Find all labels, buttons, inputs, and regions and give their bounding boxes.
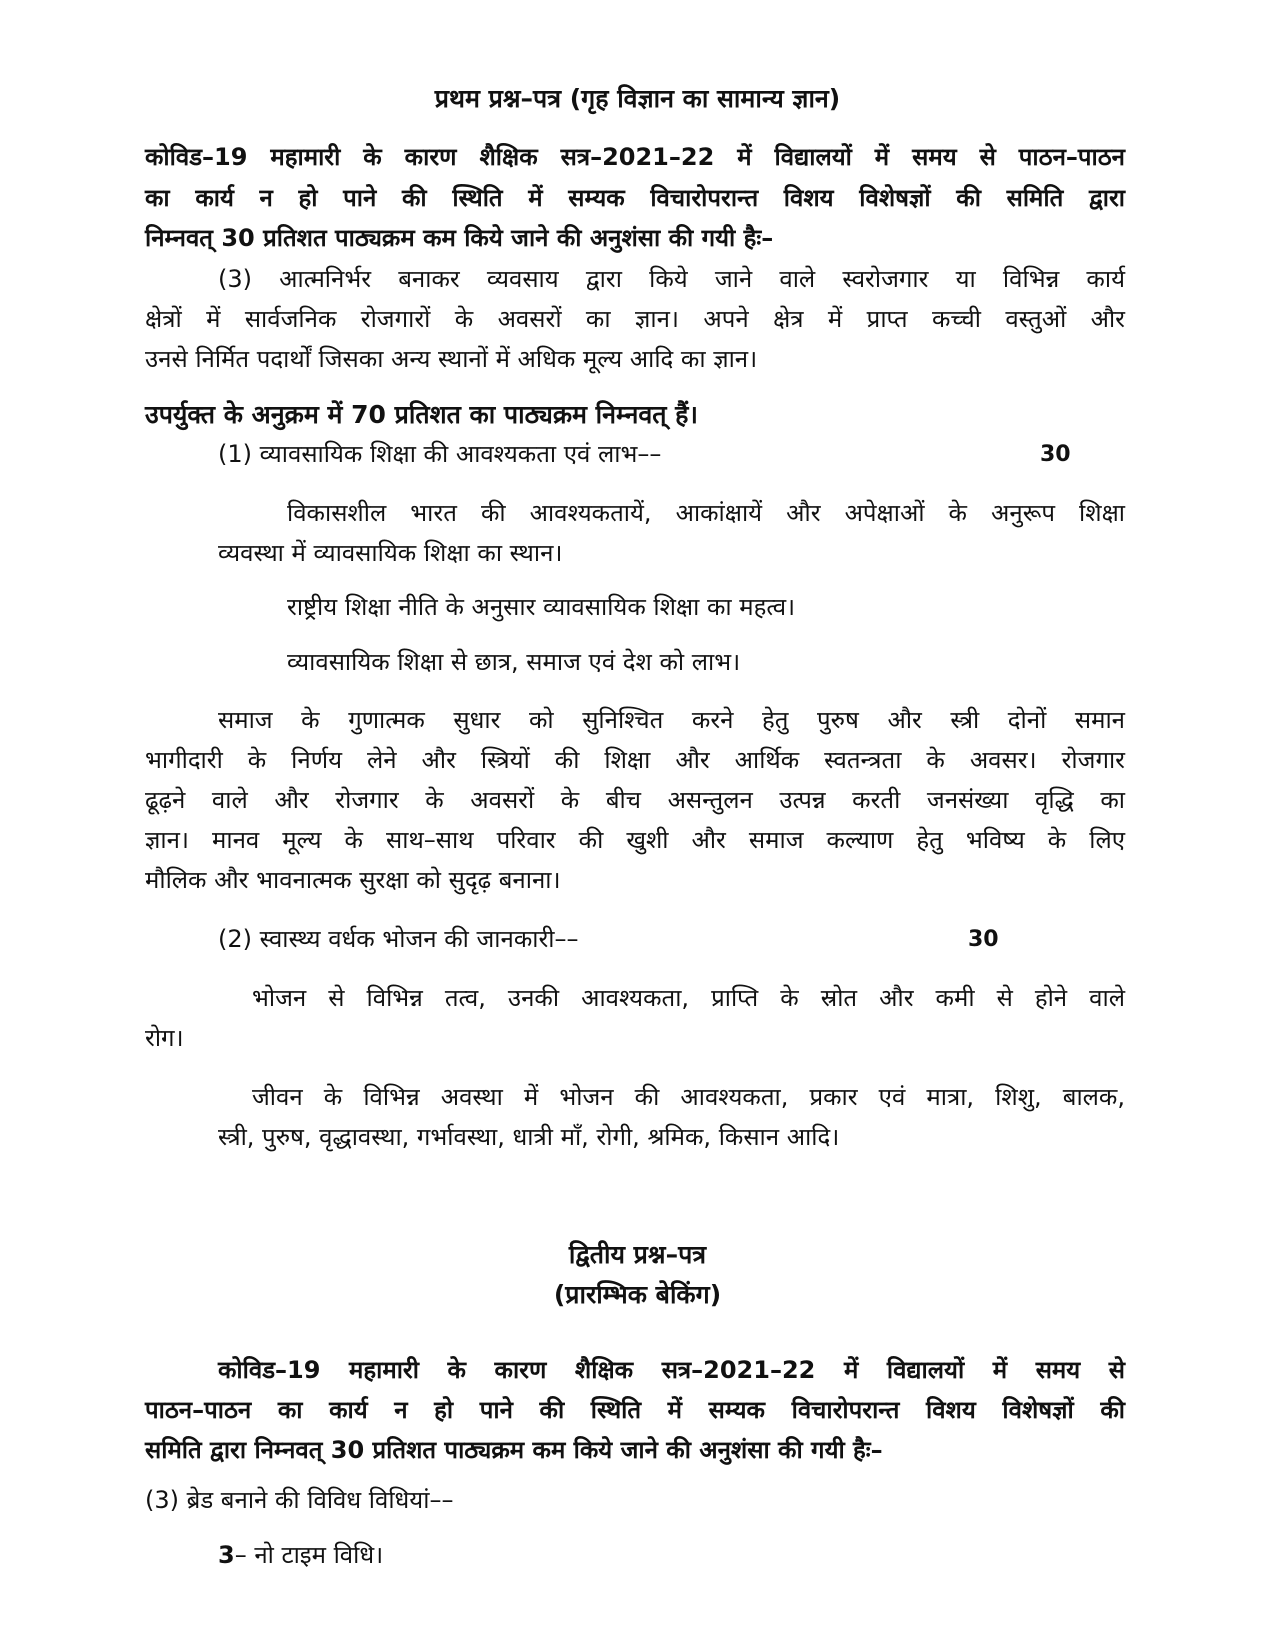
unit1-para-line-3: ढूढ़ने वाले और रोजगार के अवसरों के बीच असन्तुलन उत्पन्न करती जनसंख्या वृद्धि का: [145, 786, 1125, 814]
unit1-para-line-5: मौलिक और भावनात्मक सुरक्षा को सुदृढ़ बनाना।: [145, 866, 561, 894]
paper1-heading: प्रथम प्रश्न–पत्र (गृह विज्ञान का सामान्य ज्ञान): [434, 84, 841, 113]
paper2-intro-line-2: पाठन–पाठन का कार्य न हो पाने की स्थिति में सम्यक विचारोपरान्त विशय विशेषज्ञों की: [145, 1396, 1125, 1424]
unit2-point1-line-1: भोजन से विभिन्न तत्व, उनकी आवश्यकता, प्राप्ति के स्रोत और कमी से होने वाले: [252, 984, 1125, 1012]
unit2-point1-line-2: रोग।: [145, 1024, 184, 1052]
unit1-para-line-2: भागीदारी के निर्णय लेने और स्त्रियों की शिक्षा और आर्थिक स्वतन्त्रता के अवसर। रोजगार: [145, 746, 1125, 774]
unit1-point3: व्यावसायिक शिक्षा से छात्र, समाज एवं देश को लाभ।: [287, 648, 741, 676]
unit1-para-line-1: समाज के गुणात्मक सुधार को सुनिश्चित करने हेतु पुरुष और स्त्री दोनों समान: [218, 706, 1125, 734]
paper1-removed-line-3: उनसे निर्मित पदार्थों जिसका अन्य स्थानों में अधिक मूल्य आदि का ज्ञान।: [145, 345, 758, 373]
unit2-marks: 30: [968, 927, 999, 952]
paper2-sub-number: 3: [218, 1541, 235, 1569]
paper2-sub-item: [218, 1538, 383, 1572]
paper1-removed-line-2: क्षेत्रों में सार्वजनिक रोजगारों के अवसरों का ज्ञान। अपने क्षेत्र में प्राप्त कच्ची वस्तुओं और: [145, 305, 1125, 333]
unit2-point2-line-2: स्त्री, पुरुष, वृद्धावस्था, गर्भावस्था, धात्री माँ, रोगी, श्रमिक, किसान आदि।: [218, 1123, 840, 1151]
unit2-point2-line-1: जीवन के विभिन्न अवस्था में भोजन की आवश्यकता, प्रकार एवं मात्रा, शिशु, बालक,: [252, 1083, 1125, 1111]
unit2-title: (2) स्वास्थ्य वर्धक भोजन की जानकारी––: [218, 925, 579, 953]
paper2-heading-line-1: द्वितीय प्रश्न–पत्र: [568, 1240, 707, 1269]
unit1-point1-line-1: विकासशील भारत की आवश्यकतायें, आकांक्षायें और अपेक्षाओं के अनुरूप शिक्षा: [287, 499, 1125, 527]
paper2-sub-text: – नो टाइम विधि।: [234, 1541, 384, 1569]
paper2-heading-line-2: (प्रारम्भिक बेकिंग): [553, 1280, 722, 1309]
unit1-point2: राष्ट्रीय शिक्षा नीति के अनुसार व्यावसायिक शिक्षा का महत्व।: [287, 593, 796, 621]
unit1-point1-line-2: व्यवस्था में व्यावसायिक शिक्षा का स्थान।: [218, 539, 563, 567]
paper1-intro-line-1: कोविड–19 महामारी के कारण शैक्षिक सत्र–2021–22 में विद्यालयों में समय से पाठन–पाठन: [145, 143, 1125, 171]
unit1-title: (1) व्यावसायिक शिक्षा की आवश्यकता एवं लाभ––: [218, 440, 662, 468]
paper2-removed-item: (3) ब्रेड बनाने की विविध विधियां––: [145, 1486, 454, 1514]
paper2-intro-line-1: कोविड–19 महामारी के कारण शैक्षिक सत्र–2021–22 में विद्यालयों में समय से: [218, 1356, 1125, 1384]
paper1-intro-line-3: निम्नवत् 30 प्रतिशत पाठ्यक्रम कम किये जाने की अनुशंसा की गयी हैः–: [145, 224, 774, 252]
paper1-intro-line-2: का कार्य न हो पाने की स्थिति में सम्यक विचारोपरान्त विशय विशेषज्ञों की समिति द्वारा: [145, 184, 1125, 212]
unit1-marks: 30: [1040, 442, 1071, 467]
paper1-removed-line-1: (3) आत्मनिर्भर बनाकर व्यवसाय द्वारा किये जाने वाले स्वरोजगार या विभिन्न कार्य: [218, 265, 1125, 293]
unit1-para-line-4: ज्ञान। मानव मूल्य के साथ–साथ परिवार की खुशी और समाज कल्याण हेतु भविष्य के लिए: [145, 826, 1125, 854]
paper2-intro-line-3: समिति द्वारा निम्नवत् 30 प्रतिशत पाठ्यक्रम कम किये जाने की अनुशंसा की गयी हैः–: [145, 1436, 883, 1464]
remaining-syllabus-heading: उपर्युक्त के अनुक्रम में 70 प्रतिशत का पाठ्यक्रम निम्नवत् हैं।: [145, 400, 698, 429]
